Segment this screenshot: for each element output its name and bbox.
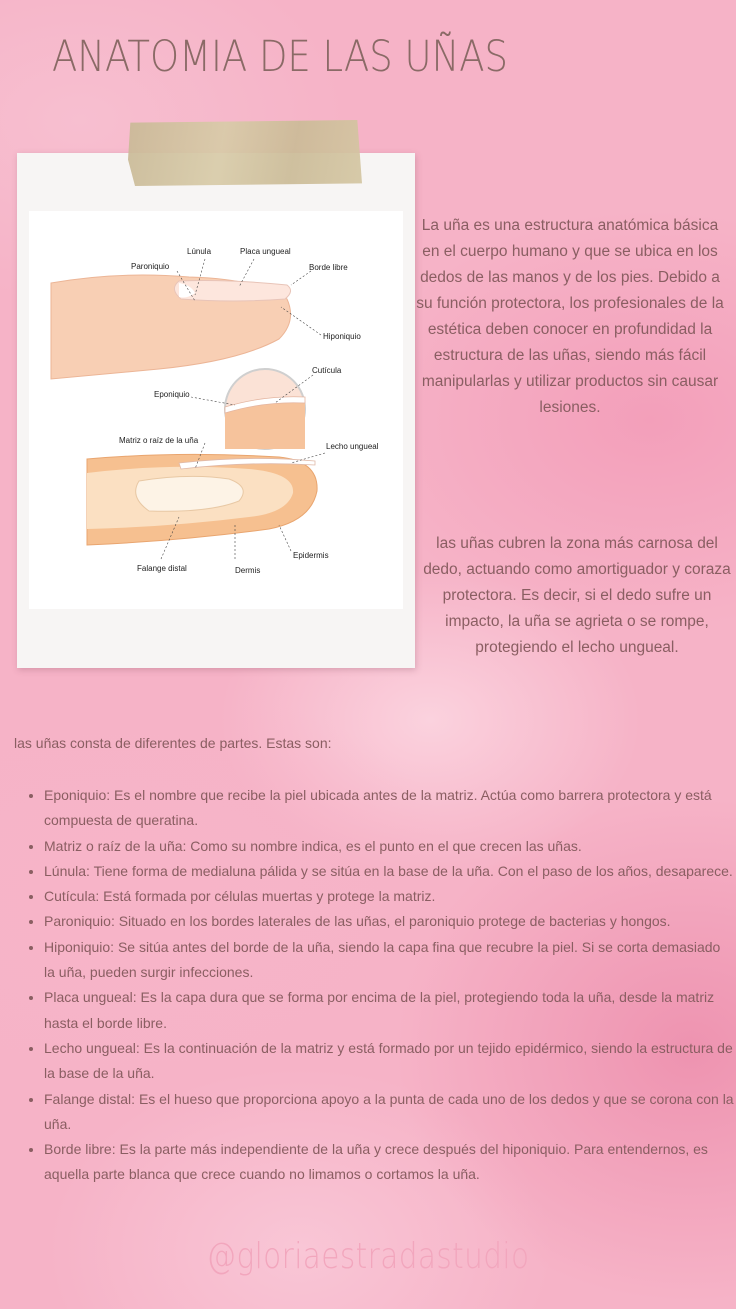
list-item: • Hiponiquio: Se sitúa antes del borde de la uña, siendo la capa fina que recubre la piel. Si se corta demasiado la uña, pueden surgir infecciones. bbox=[44, 935, 734, 986]
page-title: ANATOMIA DE LAS UÑAS bbox=[52, 32, 509, 82]
intro-paragraph: La uña es una estructura anatómica básica en el cuerpo humano y que se ubica en los dedos de las manos y de los pies. Debido a su función protectora, los profesionales de la estética deben conocer en profundidad la estructura de las uñas, siendo más fácil manipularlas y utilizar productos sin causar lesiones. bbox=[416, 217, 724, 416]
masking-tape bbox=[128, 120, 362, 186]
label-falange: Falange distal bbox=[137, 564, 187, 573]
label-dermis: Dermis bbox=[235, 566, 261, 575]
label-placa: Placa ungueal bbox=[240, 247, 291, 256]
list-item: • Borde libre: Es la parte más independiente de la uña y crece después del hiponiquio. Para entendernos, es aquella parte blanca que crece cuando no limamos o cortamos la uña. bbox=[44, 1137, 734, 1188]
protection-paragraph: las uñas cubren la zona más carnosa del dedo, actuando como amortiguador y coraza protectora. Es decir, si el dedo sufre un impacto, la uña se agrieta o se rompe, protegiendo el lecho ungueal. bbox=[423, 535, 731, 656]
list-item: • Lecho ungueal: Es la continuación de la matriz y está formado por un tejido epidérmico, siendo la estructura de la base de la uña. bbox=[44, 1036, 734, 1087]
list-item: • Matriz o raíz de la uña: Como su nombre indica, es el punto en el que crecen las uñas. bbox=[44, 834, 734, 859]
studio-handle: @gloriaestradastudio bbox=[206, 1236, 530, 1277]
label-borde: Borde libre bbox=[309, 263, 348, 272]
list-item: • Placa ungueal: Es la capa dura que se forma por encima de la piel, protegiendo toda la uña, desde la matriz hasta el borde libre. bbox=[44, 985, 734, 1036]
nail-anatomy-diagram bbox=[29, 211, 403, 609]
label-epidermis: Epidermis bbox=[293, 551, 329, 560]
list-item: • Eponiquio: Es el nombre que recibe la piel ubicada antes de la matriz. Actúa como barrera protectora y está compuesta de queratina. bbox=[44, 783, 734, 834]
label-lunula: Lúnula bbox=[187, 247, 212, 256]
list-item: • Lúnula: Tiene forma de medialuna pálida y se sitúa en la base de la uña. Con el paso de los años, desaparece. bbox=[44, 859, 734, 884]
label-paroniquio: Paroniquio bbox=[131, 262, 170, 271]
label-eponiquio: Eponiquio bbox=[154, 390, 190, 399]
list-item: • Cutícula: Está formada por células muertas y protege la matriz. bbox=[44, 884, 734, 909]
parts-list bbox=[24, 783, 734, 1188]
label-cuticula: Cutícula bbox=[312, 366, 342, 375]
label-matriz: Matriz o raíz de la uña bbox=[119, 436, 199, 445]
label-hiponiquio: Hiponiquio bbox=[323, 332, 361, 341]
list-item: • Paroniquio: Situado en los bordes laterales de las uñas, el paroniquio protege de bacterias y hongos. bbox=[44, 909, 734, 934]
label-lecho: Lecho ungueal bbox=[326, 442, 379, 451]
list-item: • Falange distal: Es el hueso que proporciona apoyo a la punta de cada uno de los dedos y que se corona con la uña. bbox=[44, 1087, 734, 1138]
parts-intro: las uñas consta de diferentes de partes. Estas son: bbox=[14, 735, 332, 751]
